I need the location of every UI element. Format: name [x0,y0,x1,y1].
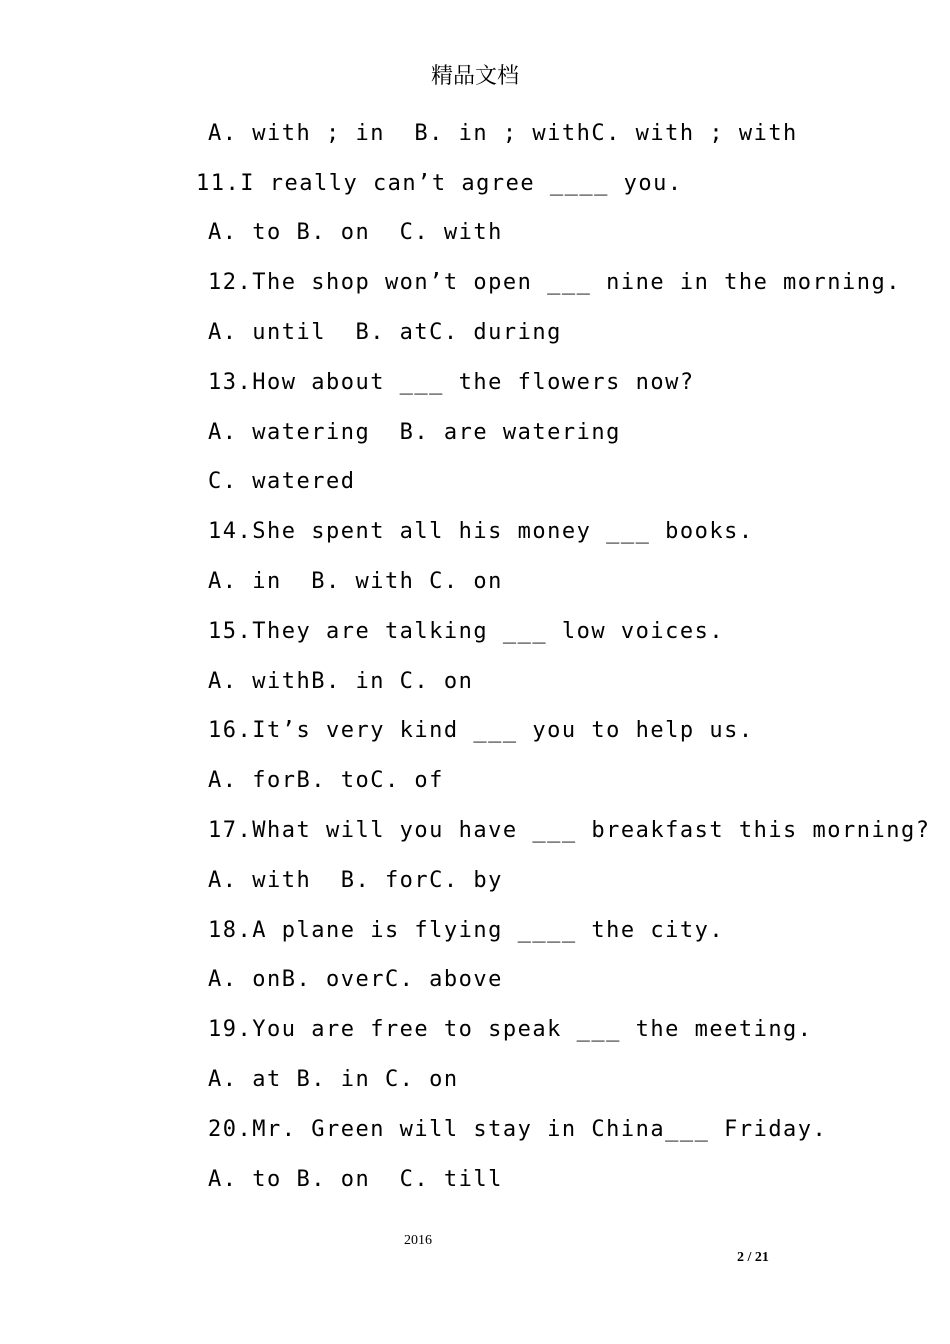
question-18: 18.A plane is flying ____ the city. [208,918,725,943]
answer-options-12: A. until B. atC. during [208,320,562,345]
question-12: 12.The shop won’t open ___ nine in the morning. [208,270,902,295]
question-13: 13.How about ___ the flowers now? [208,370,695,395]
answer-options-20: A. to B. on C. till [208,1167,503,1192]
answer-options-18: A. onB. overC. above [208,967,503,992]
answer-options-10: A. with ; in B. in ; withC. with ; with [208,121,798,146]
question-15: 15.They are talking ___ low voices. [208,619,725,644]
answer-options-16: A. forB. toC. of [208,768,444,793]
answer-options-11: A. to B. on C. with [208,220,503,245]
question-16: 16.It’s very kind ___ you to help us. [208,718,754,743]
footer-year: 2016 [404,1233,432,1248]
question-14: 14.She spent all his money ___ books. [208,519,754,544]
answer-options-15: A. withB. in C. on [208,669,474,694]
answer-options-14: A. in B. with C. on [208,569,503,594]
answer-options-17: A. with B. forC. by [208,868,503,893]
question-11: 11.I really can’t agree ____ you. [196,171,683,196]
question-19: 19.You are free to speak ___ the meeting. [208,1017,813,1042]
page-number: 2 / 21 [737,1250,769,1265]
answer-options-19: A. at B. in C. on [208,1067,459,1092]
question-17: 17.What will you have ___ breakfast this morning? [208,818,931,843]
answer-options-13-c: C. watered [208,469,356,494]
question-20: 20.Mr. Green will stay in China___ Friday. [208,1117,828,1142]
answer-options-13: A. watering B. are watering [208,420,621,445]
page-header-title: 精品文档 [430,64,519,89]
